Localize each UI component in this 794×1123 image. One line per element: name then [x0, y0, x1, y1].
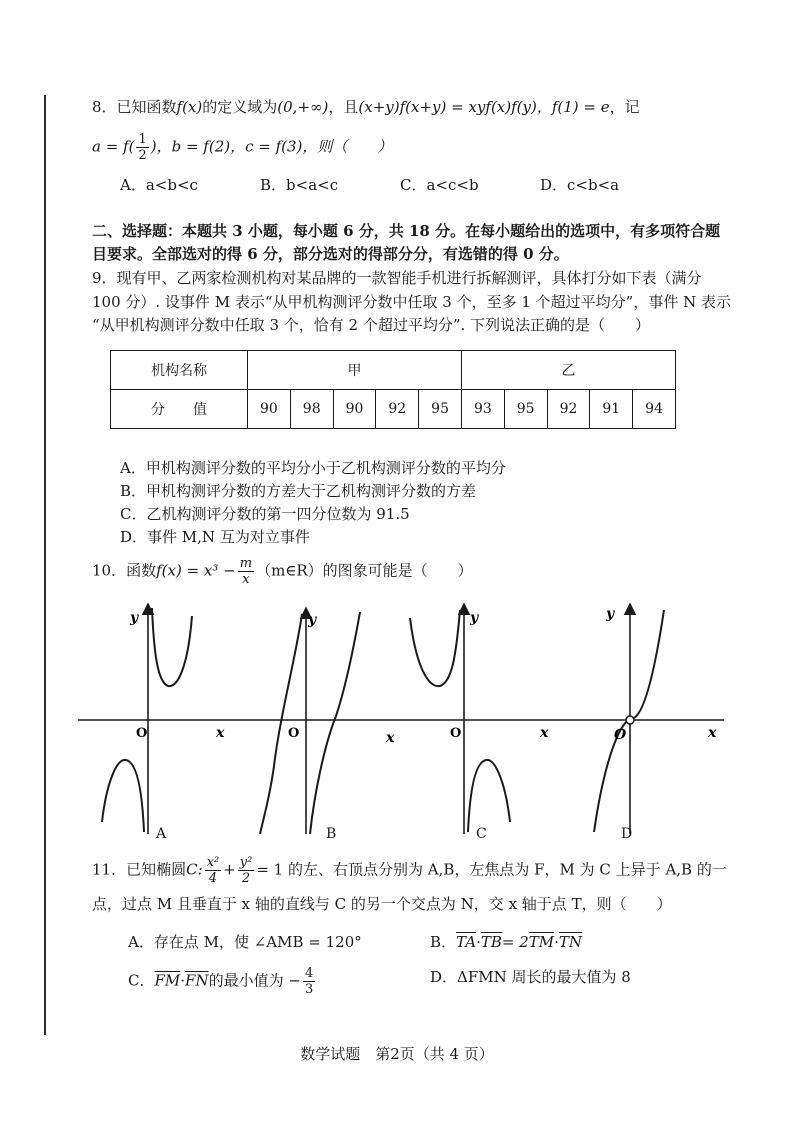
- graph-label-c: C: [476, 826, 487, 842]
- fraction-denominator: x: [242, 572, 250, 587]
- q8-text: ，记: [609, 98, 640, 116]
- table-row-label: 分 值: [111, 390, 248, 429]
- fraction-denominator: 2: [241, 871, 251, 886]
- origin-label: O: [136, 726, 148, 741]
- graph-label-d: D: [621, 826, 633, 842]
- option-b[interactable]: B．b<a<c: [260, 176, 339, 194]
- option-a[interactable]: A．a<b<c: [120, 176, 198, 194]
- q10-stem: [92, 556, 473, 587]
- y-axis-label: y: [308, 612, 317, 628]
- q8-line2: [92, 132, 392, 163]
- q10-text: （m∈R）的图象可能是（ ）: [256, 561, 473, 580]
- q9-stem: 100 分）. 设事件 M 表示“从甲机构测评分数中任取 3 个，至多 1 个超过平均分”，事件 N 表示: [92, 293, 731, 311]
- q11-line1: [92, 855, 727, 886]
- y-axis-label: y: [470, 610, 479, 626]
- y-axis-label: y: [606, 606, 615, 622]
- x-axis-label: x: [708, 725, 717, 741]
- curve: [634, 610, 664, 718]
- table-cell: 94: [633, 390, 676, 429]
- option-d[interactable]: D．ΔFMN 周长的最大值为 8: [430, 968, 631, 986]
- score-table: [110, 350, 676, 429]
- fraction: [205, 855, 222, 886]
- table-cell: 92: [547, 390, 590, 429]
- q8-a-def: ): [150, 137, 157, 156]
- q11-stem: 点，过点 M 且垂直于 x 轴的直线与 C 的另一个交点为 N，交 x 轴于点 T，则（ ）: [92, 895, 672, 913]
- vector: $\overline{TN}$: [558, 933, 583, 951]
- fraction-denominator: 3: [304, 982, 314, 997]
- option-c[interactable]: [128, 966, 317, 997]
- q9-stem: 9．现有甲、乙两家检测机构对某品牌的一款智能手机进行拆解测评，具体打分如下表（满分: [92, 269, 702, 287]
- page-footer: 数学试题 第2页（共 4 页）: [300, 1045, 494, 1063]
- vector: $\overline{FN}$: [185, 971, 209, 990]
- table-cell: 91: [590, 390, 633, 429]
- curve: [468, 760, 510, 832]
- q8-a-def: a = f(: [92, 137, 135, 156]
- option-a[interactable]: A．甲机构测评分数的平均分小于乙机构测评分数的平均分: [120, 459, 506, 477]
- origin-label: O: [614, 727, 627, 743]
- fraction-numerator: 4: [304, 966, 314, 981]
- q11-text: 的最小值为 −: [208, 971, 301, 990]
- q10-text: 10．函数: [92, 561, 157, 580]
- fraction-denominator: 2: [138, 148, 147, 163]
- curve: [152, 608, 192, 686]
- option-d[interactable]: D．事件 M,N 互为对立事件: [120, 528, 310, 546]
- table-row: [111, 390, 676, 429]
- plus-sign: +: [223, 860, 236, 879]
- q10-fx: f(x) = x³ −: [156, 561, 236, 580]
- graph-d: [594, 604, 717, 834]
- q8-options: [120, 174, 680, 195]
- fraction-numerator: y²: [239, 855, 253, 870]
- table-header-cell: 乙: [461, 351, 675, 390]
- curve: [102, 760, 144, 832]
- q8-c-def: ，c = f(3)，则（ ）: [230, 137, 393, 156]
- option-letter: C．: [128, 971, 155, 990]
- x-axis-label: x: [540, 725, 549, 741]
- option-a[interactable]: A．存在点 M，使 ∠AMB = 120°: [128, 933, 362, 951]
- q8-condition: (x+y)f(x+y) = xyf(x)f(y): [358, 98, 537, 116]
- fraction: [303, 966, 315, 997]
- table-cell: 90: [248, 390, 291, 429]
- table-cell: 95: [504, 390, 547, 429]
- table-row: [111, 351, 676, 390]
- graph-label-b: B: [326, 826, 337, 842]
- q8-text: 的定义域为: [202, 98, 278, 116]
- table-cell: 92: [376, 390, 419, 429]
- q8-b-def: ，b = f(2): [156, 137, 231, 156]
- q8-domain: (0,+∞): [277, 98, 329, 116]
- x-axis-label: x: [386, 730, 395, 746]
- section-header: 目要求。全部选对的得 6 分，部分选对的得部分分，有选错的得 0 分。: [92, 245, 569, 263]
- q8-text: ，且: [328, 98, 359, 116]
- table-header-cell: 机构名称: [111, 351, 248, 390]
- fraction-numerator: x²: [206, 855, 220, 870]
- dot-operator: ·: [476, 933, 481, 951]
- graph-label-a: A: [156, 826, 167, 842]
- table-cell: 95: [419, 390, 462, 429]
- fraction: [136, 132, 148, 163]
- option-c[interactable]: C．a<c<b: [400, 176, 479, 194]
- q8-line1: [92, 96, 640, 117]
- y-axis-label: y: [130, 610, 139, 626]
- table-header-cell: 甲: [248, 351, 462, 390]
- dot-operator: ·: [554, 933, 559, 951]
- q11-text: = 1 的左、右顶点分别为 A,B，左焦点为 F，M 为 C 上异于 A,B 的一: [256, 860, 727, 879]
- curve: [410, 610, 460, 686]
- option-c[interactable]: C．乙机构测评分数的第一四分位数为 91.5: [120, 505, 410, 523]
- x-axis-label: x: [216, 725, 225, 741]
- vector: $\overline{TA}$: [456, 933, 477, 951]
- fraction-denominator: 4: [208, 871, 218, 886]
- q8-f1: ，f(1) = e: [536, 98, 610, 116]
- q10-graphs: [74, 596, 734, 846]
- option-d[interactable]: D．c<b<a: [540, 176, 620, 194]
- option-letter: B．: [430, 933, 457, 951]
- fraction-numerator: 1: [138, 132, 147, 147]
- table-cell: 98: [290, 390, 333, 429]
- section-header: 二、选择题：本题共 3 小题，每小题 6 分，共 18 分。在每小题给出的选项中，有多项符合题: [92, 222, 721, 240]
- fraction: [238, 556, 254, 587]
- curve: [260, 614, 302, 834]
- hollow-point: [626, 716, 634, 724]
- q11-text: 11．已知椭圆: [92, 860, 187, 879]
- vector: $\overline{TB}$: [480, 933, 502, 951]
- vector: $\overline{FM}$: [154, 971, 181, 990]
- equals: = 2: [501, 933, 529, 951]
- graph-b: [260, 608, 395, 834]
- q8-text: 8．已知函数: [92, 98, 177, 116]
- fraction: [238, 855, 255, 886]
- q9-stem: “从甲机构测评分数中任取 3 个，恰有 2 个超过平均分”. 下列说法正确的是（ ）: [92, 316, 651, 334]
- q8-fx: f(x): [176, 98, 203, 116]
- graph-c: [410, 604, 549, 834]
- option-b[interactable]: B．甲机构测评分数的方差大于乙机构测评分数的方差: [120, 482, 477, 500]
- table-cell: 93: [461, 390, 504, 429]
- option-b[interactable]: [430, 931, 582, 952]
- fraction-numerator: m: [239, 556, 253, 571]
- q11-curve-name: C:: [186, 860, 203, 879]
- origin-label: O: [288, 726, 300, 741]
- graph-a: [102, 604, 225, 834]
- dot-operator: ·: [180, 971, 186, 990]
- origin-label: O: [450, 726, 462, 741]
- curve: [310, 612, 360, 834]
- binding-margin-line: [44, 95, 46, 1035]
- vector: $\overline{TM}$: [528, 933, 555, 951]
- table-cell: 90: [333, 390, 376, 429]
